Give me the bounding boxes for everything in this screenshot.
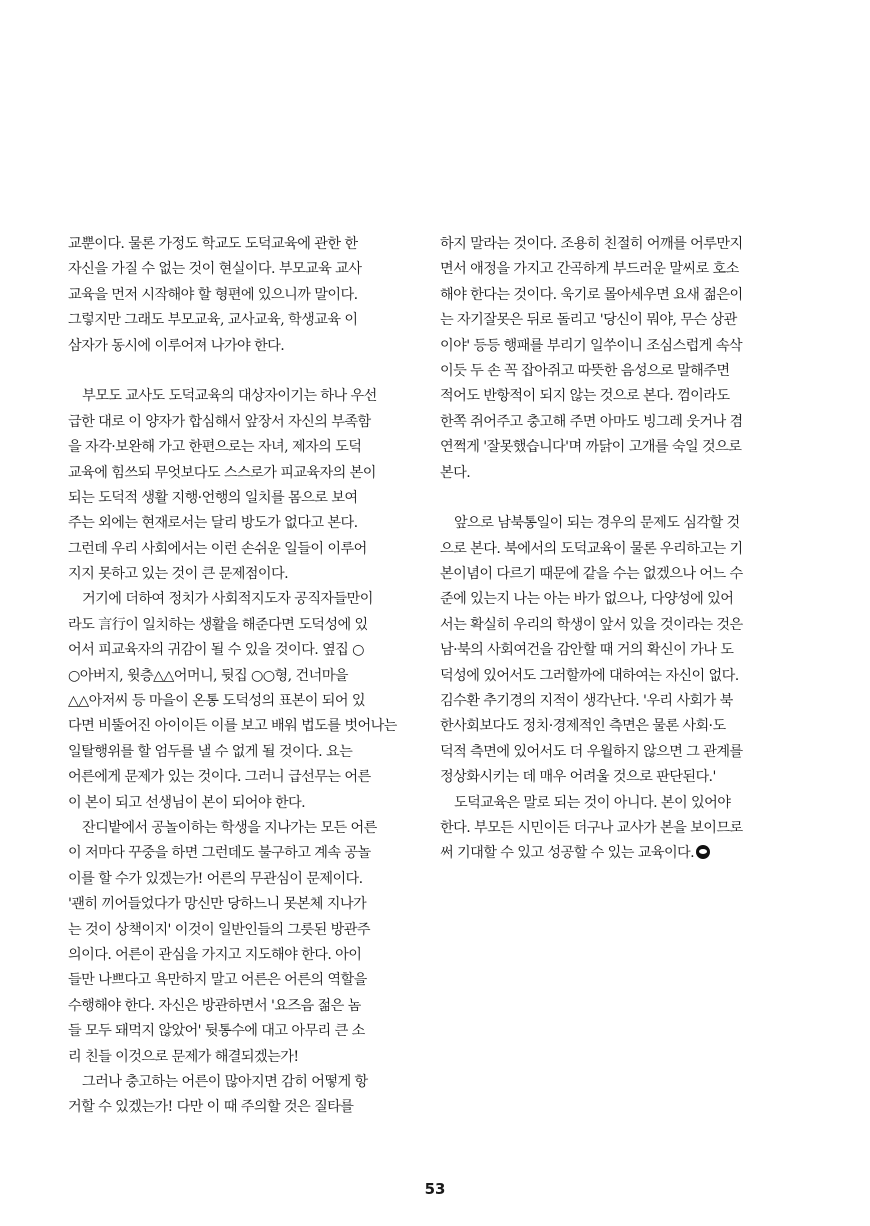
text-line: 그런데 우리 사회에서는 이런 손쉬운 일들이 이루어 xyxy=(68,540,367,557)
text-line: 이야' 등등 행패를 부리기 일쑤이니 조심스럽게 속삭 xyxy=(440,337,742,354)
text-line: 주는 외에는 현재로서는 달리 방도가 없다고 본다. xyxy=(68,515,358,532)
text-line: 적어도 반항적이 되지 않는 것으로 본다. 껌이라도 xyxy=(440,388,730,405)
text-line: 도덕교육은 말로 되는 것이 아니다. 본이 있어야 xyxy=(454,794,731,811)
page-number: 53 xyxy=(424,1180,446,1198)
paragraph xyxy=(68,816,418,1070)
text-line: 들만 나쁘다고 욕만하지 말고 어른은 어른의 역할을 xyxy=(68,972,367,989)
text-line: 의이다. 어른이 관심을 가지고 지도해야 한다. 아이 xyxy=(68,946,362,963)
text-line: 교육을 먼저 시작해야 할 형편에 있으니까 말이다. xyxy=(68,286,358,303)
text-line: 덕성에 있어서도 그러할까에 대하여는 자신이 없다. xyxy=(440,667,739,684)
text-line: 급한 대로 이 양자가 합심해서 앞장서 자신의 부족함 xyxy=(68,413,371,430)
text-line: 지지 못하고 있는 것이 큰 문제점이다. xyxy=(68,566,289,583)
text-line: 이 저마다 꾸중을 하면 그런데도 불구하고 계속 공놀 xyxy=(68,845,371,862)
text-line: 라도 言行이 일치하는 생활을 해준다면 도덕성에 있 xyxy=(68,616,368,633)
text-line xyxy=(440,841,792,866)
text-line: 앞으로 남북통일이 되는 경우의 문제도 심각할 것 xyxy=(454,515,740,532)
text-line: 다면 비뚤어진 아이이든 이를 보고 배워 법도를 벗어나는 xyxy=(68,718,397,735)
text-line: 는 것이 상책이지' 이것이 일반인들의 그릇된 방관주 xyxy=(68,921,370,938)
text-line: 면서 애정을 가지고 간곡하게 부드러운 말씨로 호소 xyxy=(440,261,739,278)
text-line: 해야 한다는 것이다. 욱기로 몰아세우면 요새 젊은이 xyxy=(440,286,743,303)
text-line: 서는 확실히 우리의 학생이 앞서 있을 것이라는 것은 xyxy=(440,616,743,633)
right-column xyxy=(440,232,792,867)
text-line: 한다. 부모든 시민이든 더구나 교사가 본을 보이므로 xyxy=(440,819,743,836)
paragraph xyxy=(68,1070,418,1121)
text-line: 연쩍게 '잘못했습니다'며 까닭이 고개를 숙일 것으로 xyxy=(440,439,742,456)
text-line: 을 자각·보완해 가고 한편으로는 자녀, 제자의 도덕 xyxy=(68,439,362,456)
text-line: 이 본이 되고 선생님이 본이 되어야 한다. xyxy=(68,794,306,811)
text-line-content: 써 기대할 수 있고 성공할 수 있는 교육이다. xyxy=(440,845,695,862)
text-line: 그렇지만 그래도 부모교육, 교사교육, 학생교육 이 xyxy=(68,312,358,329)
text-line: 어서 피교육자의 귀감이 될 수 있을 것이다. 옆집 ○ xyxy=(68,642,364,659)
text-line: 김수환 추기경의 지적이 생각난다. '우리 사회가 북 xyxy=(440,693,733,710)
end-mark-icon xyxy=(696,845,710,859)
text-line: 자신을 가질 수 없는 것이 현실이다. 부모교육 교사 xyxy=(68,261,362,278)
paragraph xyxy=(440,232,792,486)
text-line: 되는 도덕적 생활 지행·언행의 일치를 몸으로 보여 xyxy=(68,489,358,506)
paragraph-gap xyxy=(440,486,792,511)
text-line: 거할 수 있겠는가! 다만 이 때 주의할 것은 질타를 xyxy=(68,1099,354,1116)
text-line: 한사회보다도 정치·경제적인 측면은 물론 사회·도 xyxy=(440,718,726,735)
left-column xyxy=(68,232,418,1121)
text-line: 준에 있는지 나는 아는 바가 없으나, 다양성에 있어 xyxy=(440,591,734,608)
paragraph xyxy=(440,791,792,867)
text-line: 남·북의 사회여건을 감안할 때 거의 확신이 가나 도 xyxy=(440,642,734,659)
text-line: 이듯 두 손 꼭 잡아쥐고 따뜻한 음성으로 말해주면 xyxy=(440,362,730,379)
text-line: 정상화시키는 데 매우 어려울 것으로 판단된다.' xyxy=(440,769,716,786)
text-line: 어른에게 문제가 있는 것이다. 그러니 급선무는 어른 xyxy=(68,769,371,786)
paragraph-gap xyxy=(68,359,418,384)
text-line: 일탈행위를 할 엄두를 낼 수 없게 될 것이다. 요는 xyxy=(68,743,353,760)
text-line: 는 자기잘못은 뒤로 돌리고 '당신이 뭐야, 무슨 상관 xyxy=(440,312,737,329)
text-line: 거기에 더하여 정치가 사회적지도자 공직자들만이 xyxy=(82,591,373,608)
text-line: 그러나 충고하는 어른이 많아지면 감히 어떻게 항 xyxy=(82,1073,368,1090)
text-line: 교뿐이다. 물론 가정도 학교도 도덕교육에 관한 한 xyxy=(68,236,358,252)
text-line: △△아저씨 등 마을이 온통 도덕성의 표본이 되어 있 xyxy=(68,693,365,710)
text-line: 리 친들 이것으로 문제가 해결되겠는가! xyxy=(68,1048,299,1065)
text-line: 수행해야 한다. 자신은 방관하면서 '요즈음 젊은 놈 xyxy=(68,997,361,1014)
paragraph xyxy=(440,511,792,790)
paragraph xyxy=(68,587,418,816)
text-line: 하지 말라는 것이다. 조용히 친절히 어깨를 어루만지 xyxy=(440,236,743,252)
text-line: 본이념이 다르기 때문에 같을 수는 없겠으나 어느 수 xyxy=(440,566,743,583)
text-line: 본다. xyxy=(440,464,471,481)
text-line: 들 모두 돼먹지 않았어' 뒷통수에 대고 아무리 큰 소 xyxy=(68,1023,365,1040)
paragraph xyxy=(68,232,418,359)
text-line: 삼자가 동시에 이루어져 나가야 한다. xyxy=(68,337,285,354)
text-line: 으로 본다. 북에서의 도덕교육이 물론 우리하고는 기 xyxy=(440,540,743,557)
text-line: 한쪽 쥐어주고 충고해 주면 아마도 빙그레 웃거나 겸 xyxy=(440,413,743,430)
text-line: 이를 할 수가 있겠는가! 어른의 무관심이 문제이다. xyxy=(68,870,363,887)
text-line: 잔디밭에서 공놀이하는 학생을 지나가는 모든 어른 xyxy=(82,819,377,836)
paragraph xyxy=(68,384,418,587)
text-line: 교육에 힘쓰되 무엇보다도 스스로가 피교육자의 본이 xyxy=(68,464,376,481)
text-line: ○아버지, 윗층△△어머니, 뒷집 ○○형, 건너마을 xyxy=(68,667,348,684)
text-line: '괜히 끼어들었다가 망신만 당하느니 못본체 지나가 xyxy=(68,896,367,913)
text-line: 부모도 교사도 도덕교육의 대상자이기는 하나 우선 xyxy=(82,388,377,405)
text-line: 덕적 측면에 있어서도 더 우월하지 않으면 그 관계를 xyxy=(440,743,743,760)
